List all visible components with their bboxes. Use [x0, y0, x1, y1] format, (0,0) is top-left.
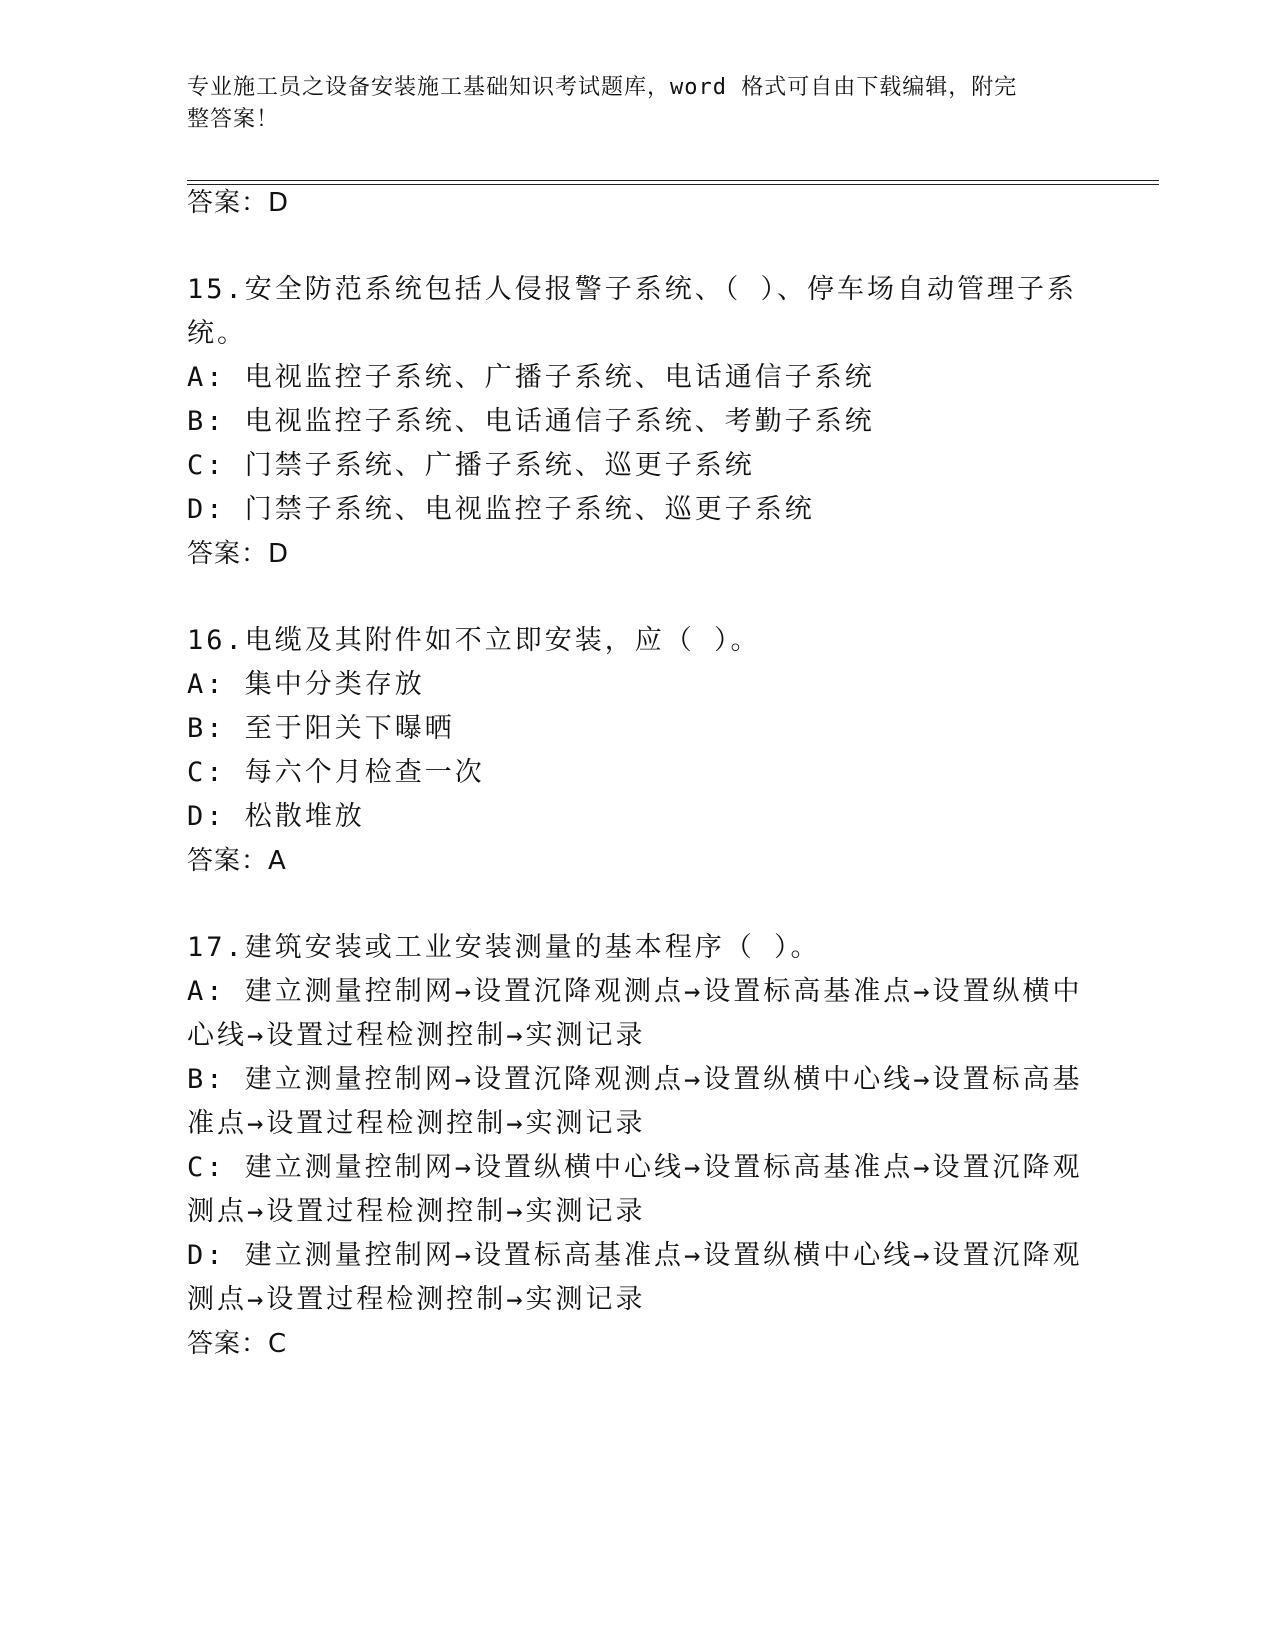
- option-c: C: 门禁子系统、广播子系统、巡更子系统: [187, 450, 755, 481]
- option-d: D: 建立测量控制网→设置标高基准点→设置纵横中心线→设置沉降观: [187, 1240, 1083, 1271]
- option-b: B: 至于阳关下曝晒: [187, 713, 455, 744]
- option-a: A: 集中分类存放: [187, 669, 425, 700]
- answer: 答案：C: [187, 1329, 288, 1359]
- question-stem: 17.建筑安装或工业安装测量的基本程序（ ）。: [187, 932, 821, 963]
- option-b: B: 建立测量控制网→设置沉降观测点→设置纵横中心线→设置标高基: [187, 1064, 1083, 1095]
- question-stem: 统。: [187, 318, 247, 349]
- header-line-2: 整答案！: [187, 107, 280, 132]
- answer: 答案：D: [187, 539, 290, 569]
- option-a: A: 建立测量控制网→设置沉降观测点→设置标高基准点→设置纵横中: [187, 976, 1083, 1007]
- question-stem: 15.安全防范系统包括人侵报警子系统、（ ）、停车场自动管理子系: [187, 274, 1078, 305]
- header-rule-top: [187, 180, 1159, 181]
- option-d: D: 松散堆放: [187, 801, 365, 832]
- option-b-continued: 准点→设置过程检测控制→实测记录: [187, 1108, 646, 1139]
- header-rule-bottom: [187, 184, 1159, 185]
- option-a: A: 电视监控子系统、广播子系统、电话通信子系统: [187, 362, 875, 393]
- option-a-continued: 心线→设置过程检测控制→实测记录: [187, 1020, 646, 1051]
- question-stem: 16.电缆及其附件如不立即安装，应（ ）。: [187, 625, 761, 656]
- previous-answer: 答案：D: [187, 188, 290, 218]
- answer: 答案：A: [187, 846, 287, 876]
- document-header: [187, 72, 1067, 136]
- option-c: C: 建立测量控制网→设置纵横中心线→设置标高基准点→设置沉降观: [187, 1152, 1083, 1183]
- option-c-continued: 测点→设置过程检测控制→实测记录: [187, 1196, 646, 1227]
- header-line-1: 专业施工员之设备安装施工基础知识考试题库，word 格式可自由下载编辑，附完: [187, 75, 1018, 100]
- option-d: D: 门禁子系统、电视监控子系统、巡更子系统: [187, 494, 815, 525]
- option-b: B: 电视监控子系统、电话通信子系统、考勤子系统: [187, 406, 875, 437]
- option-d-continued: 测点→设置过程检测控制→实测记录: [187, 1284, 646, 1315]
- option-c: C: 每六个月检查一次: [187, 757, 485, 788]
